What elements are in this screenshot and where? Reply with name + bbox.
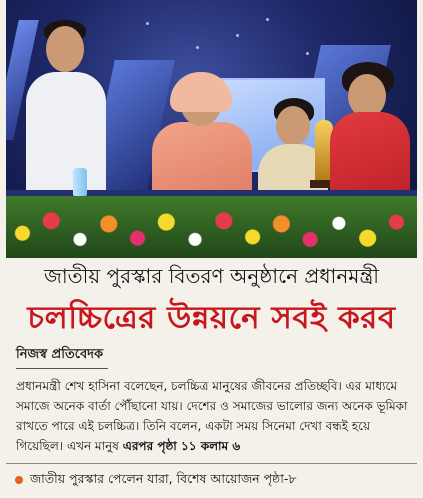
footer-teaser[interactable]: জাতীয় পুরস্কার পেলেন যারা, বিশেষ আয়োজন পৃষ্ঠা-৮ — [30, 471, 297, 486]
continuation-link[interactable]: এরপর পৃষ্ঠা ১১ কলাম ৬ — [122, 439, 241, 453]
byline-divider — [16, 368, 108, 369]
bullet-icon — [15, 476, 23, 484]
footer-divider — [6, 463, 417, 464]
kicker-headline: জাতীয় পুরস্কার বিতরণ অনুষ্ঠানে প্রধানমন্ত্রী — [43, 264, 380, 288]
article-body-text: প্রধানমন্ত্রী শেখ হাসিনা বলেছেন, চলচ্চিত্র মানুষের জীবনের প্রতিচ্ছবি। এর মাধ্যমে সমাজে অনেক বার্তা পৌঁছানো যায়। দেশের ও সমাজের ভালোর জন্য অনেক ভূমিকা রাখতে পারে এই চলচ্চিত্র। তিনি বলেন, একটা সময় সিনেমা দেখা বন্ধই হয়ে গিয়েছিল। এখন মানুষ — [16, 379, 408, 453]
main-headline: চলচ্চিত্রের উন্নয়নে সবই করব — [27, 300, 396, 336]
article-body — [16, 376, 411, 456]
flower-arrangement — [6, 196, 417, 258]
byline: নিজস্ব প্রতিবেদক — [16, 347, 104, 362]
award-ceremony-photo — [6, 0, 417, 258]
